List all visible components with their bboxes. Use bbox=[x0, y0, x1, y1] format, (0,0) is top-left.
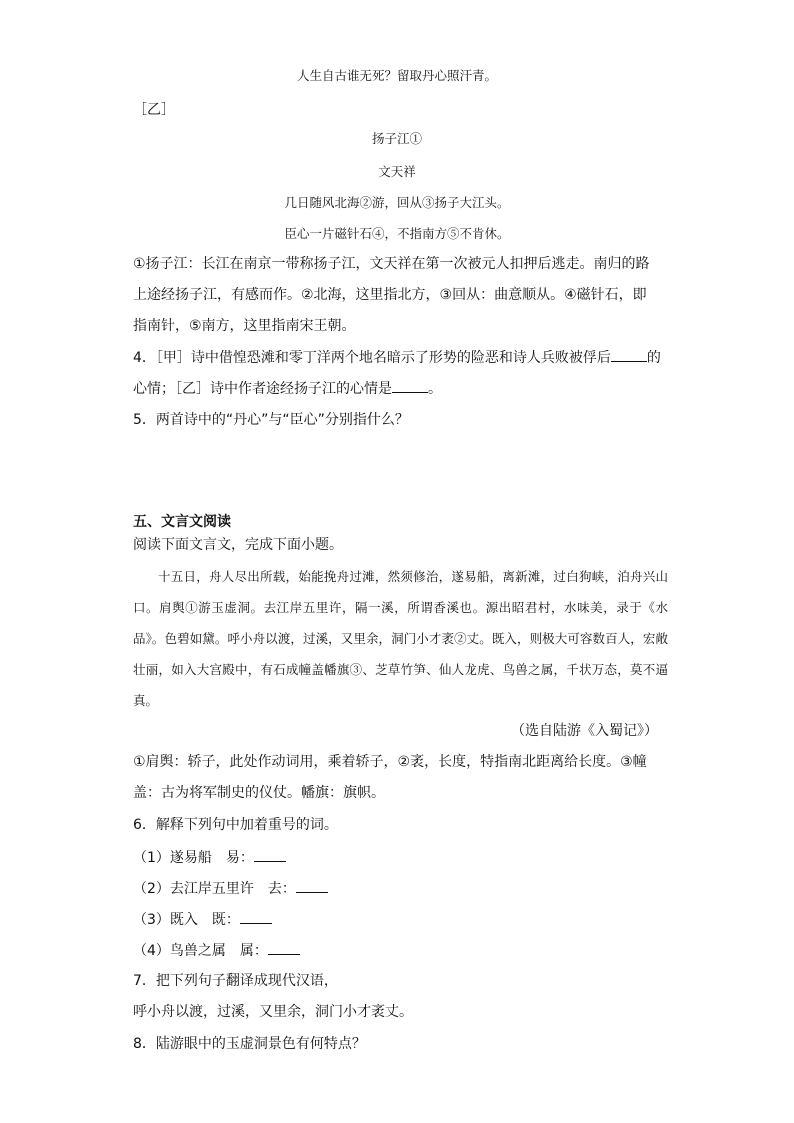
poem-yi-label: ［乙］ bbox=[133, 102, 175, 118]
section-instruction: 阅读下面文言文，完成下面小题。 bbox=[133, 537, 343, 553]
question-6-item-3 bbox=[133, 909, 272, 930]
classical-passage: 十五日，舟人尽出所载，始能挽舟过滩，然须修治，遂易船，离新滩，过白狗峡，泊舟兴山口。肩舆①游玉虚洞。去江岸五里许，隔一溪，所谓香溪也。源出昭君村，水味美，录于《水品》。色碧如黛。呼小舟以渡，过溪，又里余，洞门小才袤②丈。既入，则极大可容数百人，宏敞壮丽，如入大宫殿中，有石成幢盖幡旗③、芝草竹笋、仙人龙虎、鸟兽之属，千状万态，莫不逼真。 bbox=[133, 569, 668, 708]
poem-yi-title: 扬子江① bbox=[371, 131, 422, 146]
question-5: 5．两首诗中的“丹心”与“臣心”分别指什么？ bbox=[133, 412, 409, 428]
question-4-line-2 bbox=[133, 378, 442, 399]
poem-yi-note-line-2: 上途经扬子江，有感而作。②北海，这里指北方，③回从：曲意顺从。④磁针石，即 bbox=[133, 287, 647, 303]
poem-yi-note-line-1: ①扬子江：长江在南京一带称扬子江，文天祥在第一次被元人扣押后逃走。南归的路 bbox=[133, 256, 650, 272]
answer-blank-6-2[interactable] bbox=[296, 878, 328, 893]
question-4-end-1: 的 bbox=[646, 350, 661, 366]
question-4-text-2: 心情；［乙］诗中作者途经扬子江的心情是 bbox=[133, 381, 392, 397]
answer-blank-6-4[interactable] bbox=[268, 940, 300, 955]
question-4-text-1: 4．［甲］诗中借惶恐滩和零丁洋两个地名暗示了形势的险恶和诗人兵败被俘后 bbox=[133, 350, 611, 366]
poem-yi-author: 文天祥 bbox=[378, 164, 416, 179]
section-heading: 五、文言文阅读 bbox=[133, 514, 231, 530]
question-6-item-4-text: （4）鸟兽之属 属： bbox=[133, 943, 268, 959]
answer-blank-4a[interactable] bbox=[611, 347, 647, 362]
question-7-title: 7．把下列句子翻译成现代汉语， bbox=[133, 973, 338, 989]
passage-source: （选自陆游《入蜀记》） bbox=[511, 723, 658, 739]
passage-note-line-1: ①肩舆：轿子，此处作动词用，乘着轿子，②袤，长度，特指南北距离给长度。③幢 bbox=[133, 754, 647, 770]
question-6-item-2 bbox=[133, 878, 328, 899]
answer-blank-4b[interactable] bbox=[392, 378, 428, 393]
answer-blank-6-3[interactable] bbox=[240, 909, 272, 924]
question-6-title: 6．解释下列句中加着重号的词。 bbox=[133, 817, 338, 833]
question-7-sentence: 呼小舟以渡，过溪，又里余，洞门小才袤丈。 bbox=[133, 1004, 413, 1020]
poem-yi-note-line-3: 指南针，⑤南方，这里指南宋王朝。 bbox=[133, 318, 356, 334]
question-4-end-2: 。 bbox=[428, 381, 442, 397]
question-6-item-1-text: （1）遂易船 易： bbox=[133, 850, 254, 866]
passage-note-line-2: 盖：古为将军制史的仪仗。幡旗：旗帜。 bbox=[133, 785, 385, 801]
question-6-item-2-text: （2）去江岸五里许 去： bbox=[133, 881, 296, 897]
question-6-item-4 bbox=[133, 940, 300, 961]
question-6-item-1 bbox=[133, 847, 286, 868]
answer-blank-6-1[interactable] bbox=[254, 847, 286, 862]
poem-yi-line-2: 臣心一片磁针石④，不指南方⑤不肯休。 bbox=[284, 226, 510, 241]
poem-yi-line-1: 几日随风北海②游，回从③扬子大江头。 bbox=[284, 195, 510, 210]
question-4-line-1 bbox=[133, 347, 661, 368]
poem-jia-last-line: 人生自古谁无死？留取丹心照汗青。 bbox=[296, 68, 497, 83]
question-8: 8．陆游眼中的玉虚洞景色有何特点？ bbox=[133, 1036, 366, 1052]
question-6-item-3-text: （3）既入 既： bbox=[133, 912, 240, 928]
